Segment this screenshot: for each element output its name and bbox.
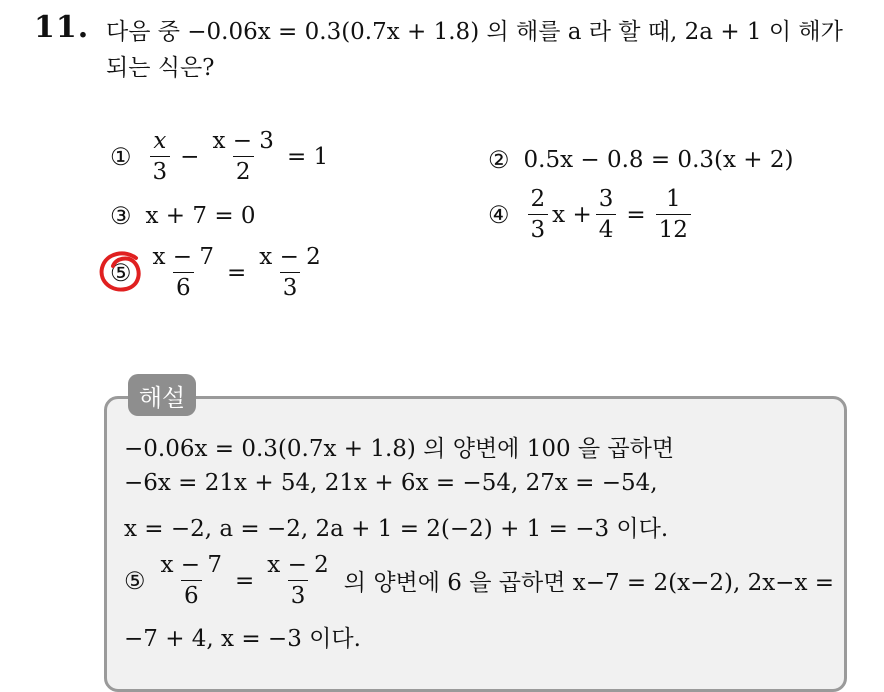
option-5-fraction-a bbox=[150, 242, 218, 303]
fraction-denominator: 3 bbox=[288, 580, 309, 611]
solution-fraction-b bbox=[264, 550, 332, 611]
answer-circle-icon bbox=[96, 248, 148, 296]
fraction-denominator: 3 bbox=[280, 272, 301, 303]
fraction-denominator: 4 bbox=[596, 214, 617, 245]
fraction-denominator: 6 bbox=[181, 580, 202, 611]
equals-sign: = bbox=[626, 201, 646, 228]
option-1-fraction-b bbox=[209, 126, 277, 187]
operator: x + bbox=[552, 201, 592, 228]
fraction-denominator: 12 bbox=[656, 214, 691, 245]
fraction-numerator: x bbox=[153, 128, 167, 154]
option-5-mark: ⑤ bbox=[110, 258, 132, 287]
fraction-numerator: 2 bbox=[530, 186, 546, 212]
solution-line-4-mark: ⑤ bbox=[124, 566, 146, 595]
option-4-fraction-c bbox=[656, 184, 691, 245]
solution-line-4-text: 의 양변에 6 을 곱하면 x−7 = 2(x−2), 2x−x = bbox=[343, 570, 835, 596]
option-2-mark: ② bbox=[488, 146, 510, 174]
fraction-numerator: x − 2 bbox=[267, 552, 329, 578]
equals-sign: = bbox=[235, 567, 255, 594]
option-3[interactable] bbox=[110, 202, 256, 230]
solution-line-3: x = −2, a = −2, 2a + 1 = 2(−2) + 1 = −3 이다. bbox=[124, 516, 669, 542]
question-number: 11. bbox=[34, 10, 90, 45]
solution-line-1: −0.06x = 0.3(0.7x + 1.8) 의 양변에 100 을 곱하면 bbox=[124, 436, 675, 462]
fraction-numerator: 1 bbox=[665, 186, 681, 212]
fraction-numerator: x − 7 bbox=[160, 552, 223, 578]
equals-sign: = bbox=[227, 259, 247, 286]
option-4[interactable] bbox=[488, 184, 695, 245]
solution-line-4 bbox=[124, 550, 834, 611]
operator: − bbox=[180, 143, 200, 170]
fraction-denominator: 6 bbox=[173, 272, 194, 303]
equation-rhs: = 1 bbox=[286, 143, 329, 170]
option-4-mark: ④ bbox=[488, 200, 510, 229]
option-2[interactable] bbox=[488, 146, 793, 174]
fraction-denominator: 2 bbox=[233, 156, 254, 187]
solution-tag: 해설 bbox=[128, 374, 196, 416]
option-3-mark: ③ bbox=[110, 202, 132, 230]
option-1[interactable] bbox=[110, 126, 334, 187]
question-line-2: 되는 식은? bbox=[106, 55, 215, 81]
option-4-fraction-a bbox=[528, 184, 549, 245]
option-1-mark: ① bbox=[110, 142, 132, 171]
fraction-denominator: 3 bbox=[150, 156, 171, 187]
fraction-numerator: x − 2 bbox=[259, 244, 321, 270]
option-4-fraction-b bbox=[596, 184, 617, 245]
solution-line-2: −6x = 21x + 54, 21x + 6x = −54, 27x = −54, bbox=[124, 470, 658, 496]
option-2-equation: 0.5x − 0.8 = 0.3(x + 2) bbox=[523, 147, 794, 173]
option-5-fraction-b bbox=[256, 242, 324, 303]
fraction-denominator: 3 bbox=[528, 214, 549, 245]
fraction-numerator: x − 7 bbox=[152, 244, 215, 270]
fraction-numerator: 3 bbox=[598, 186, 614, 212]
fraction-numerator: x − 3 bbox=[212, 128, 274, 154]
question-text bbox=[106, 14, 866, 86]
solution-fraction-a bbox=[158, 550, 226, 611]
solution-line-5: −7 + 4, x = −3 이다. bbox=[124, 626, 361, 652]
question-line-1: 다음 중 −0.06x = 0.3(0.7x + 1.8) 의 해를 a 라 할 때, 2a + 1 이 해가 bbox=[106, 19, 843, 45]
option-1-fraction-a bbox=[150, 126, 171, 187]
option-3-equation: x + 7 = 0 bbox=[145, 203, 256, 229]
